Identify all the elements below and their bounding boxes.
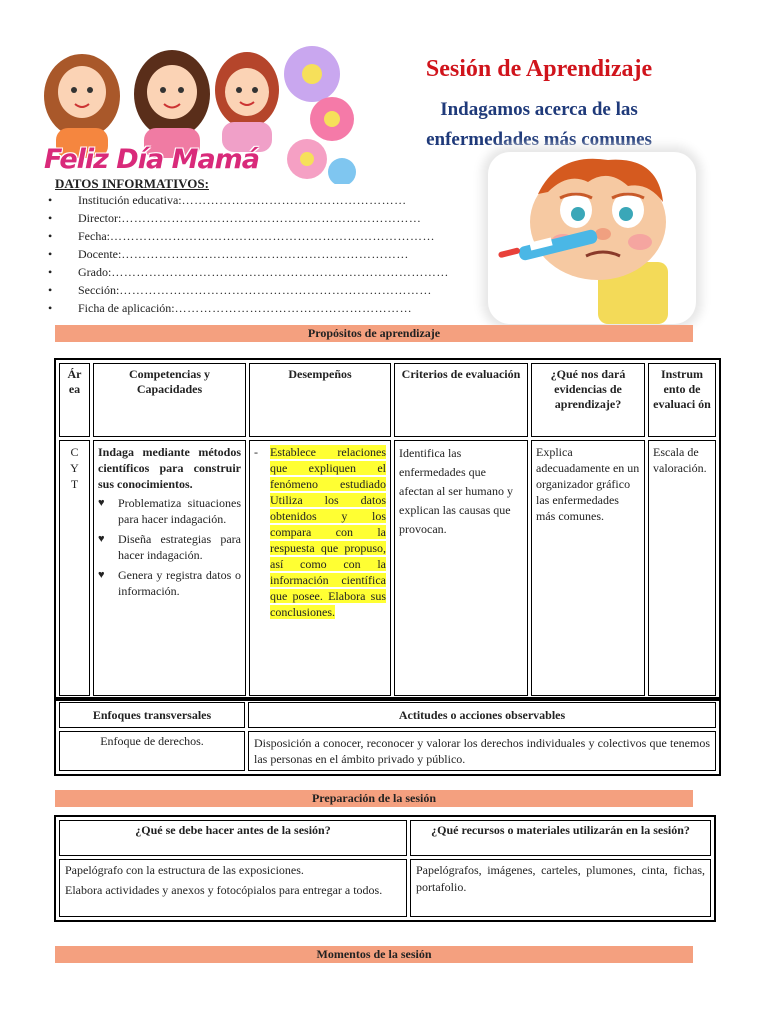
list-item: • Grado: ………………………………………………………………………	[46, 264, 496, 282]
col-area-header: Ár ea	[59, 363, 90, 437]
girl-right-icon	[215, 52, 279, 152]
subtitle-line-1: Indagamos acerca de las	[440, 99, 638, 120]
sick-child-icon	[488, 152, 696, 324]
desempenos-cell: - Establece relaciones que expliquen el fenómeno estudiado Utiliza los datos obtenidos y los compara con la respuesta que propuso, así como con la información científica que posee. Elabora sus conclusiones.	[249, 440, 391, 696]
blank-line: ………………………………………………	[181, 193, 407, 207]
flower-icon	[284, 46, 356, 184]
enfoque-cell: Enfoque de derechos.	[59, 731, 245, 771]
blank-line: ………………………………………………………………………	[111, 265, 449, 279]
table-row	[59, 440, 716, 696]
antes-item-2: Elabora actividades y anexos y fotocópialos para entregar a todos.	[65, 883, 383, 897]
capacidades-list	[98, 495, 241, 599]
recursos-header: ¿Qué recursos o materiales utilizarán en la sesión?	[410, 820, 711, 856]
sick-child-image	[488, 152, 696, 324]
propositos-table	[54, 358, 721, 701]
list-item: • Institución educativa: ………………………………………………	[46, 192, 496, 210]
mothers-day-banner	[42, 44, 358, 184]
girl-left-icon	[44, 54, 120, 158]
momentos-header: Momentos de la sesión	[55, 946, 693, 963]
table-row	[59, 859, 711, 917]
table-header-row	[59, 702, 716, 728]
col-criterios-header: Criterios de evaluación	[394, 363, 528, 437]
table-header-row	[59, 820, 711, 856]
instrumento-cell: Escala de valoración.	[648, 440, 716, 696]
blank-line: ……………………………………………………………………	[110, 229, 435, 243]
list-item: ♥ Diseña estrategias para hacer indagación.	[98, 532, 241, 562]
list-item: • Fecha: ……………………………………………………………………	[46, 228, 496, 246]
col-competencias-header: Competencias y Capacidades	[93, 363, 246, 437]
list-item: ♥ Problematiza situaciones para hacer indagación.	[98, 496, 241, 526]
list-item: ♥ Genera y registra datos o información.	[98, 568, 241, 598]
datos-informativos-list	[46, 192, 496, 318]
list-item: • Director: ………………………………………………………………	[46, 210, 496, 228]
blank-line: …………………………………………………………………	[119, 283, 432, 297]
subtitle-line-2: enfermedades más comunes	[426, 129, 652, 150]
propositos-header: Propósitos de aprendizaje	[55, 325, 693, 342]
heart-bullet-icon: ♥	[98, 497, 105, 509]
actitudes-header: Actitudes o acciones observables	[248, 702, 716, 728]
recursos-cell: Papelógrafos, imágenes, carteles, plumones, cinta, fichas, portafolio.	[410, 859, 711, 917]
evidencias-cell: Explica adecuadamente en un organizador gráfico las enfermedades más comunes.	[531, 440, 645, 696]
blank-line: …………………………………………………	[174, 301, 413, 315]
list-item: • Sección: …………………………………………………………………	[46, 282, 496, 300]
girl-center-icon	[134, 50, 210, 158]
competencias-cell	[93, 440, 246, 696]
session-subtitle	[370, 95, 708, 155]
list-item: • Docente: ……………………………………………………………	[46, 246, 496, 264]
heart-bullet-icon: ♥	[98, 569, 105, 581]
antes-cell	[59, 859, 407, 917]
heart-bullet-icon: ♥	[98, 533, 105, 545]
actitud-cell: Disposición a conocer, reconocer y valorar los derechos individuales y colectivos que tenemos las personas en el ámbito privado y público.	[248, 731, 716, 771]
antes-header: ¿Qué se debe hacer antes de la sesión?	[59, 820, 407, 856]
competencia-text: Indaga mediante métodos científicos para construir sus conocimientos.	[98, 445, 241, 491]
blank-line: ……………………………………………………………	[121, 247, 409, 261]
enfoques-table	[54, 697, 721, 776]
desempeno-text: Establece relaciones que expliquen el fenómeno estudiado Utiliza los datos obtenidos y los compara con la respuesta que propuso, así como con la información científica que posee. Elabora sus conclusiones.	[270, 445, 386, 619]
blank-line: ………………………………………………………………	[121, 211, 422, 225]
area-cell: C Y T	[59, 440, 90, 696]
enfoques-header: Enfoques transversales	[59, 702, 245, 728]
list-item: • Ficha de aplicación: …………………………………………………	[46, 300, 496, 318]
session-title: Sesión de Aprendizaje	[425, 56, 653, 82]
datos-informativos-title: DATOS INFORMATIVOS:	[55, 176, 209, 191]
table-header-row	[59, 363, 716, 437]
banner-text: Feliz Día Mamá	[44, 144, 260, 175]
col-instrumento-header: Instrum ento de evaluaci ón	[648, 363, 716, 437]
table-row	[59, 731, 716, 771]
col-desempenos-header: Desempeños	[249, 363, 391, 437]
col-evidencias-header: ¿Qué nos dará evidencias de aprendizaje?	[531, 363, 645, 437]
preparacion-table	[54, 815, 716, 922]
criterios-cell: Identifica las enfermedades que afectan al ser humano y explican las causas que provocan.	[394, 440, 528, 696]
antes-item-1: Papelógrafo con la estructura de las exposiciones.	[65, 863, 304, 877]
preparacion-header: Preparación de la sesión	[55, 790, 693, 807]
